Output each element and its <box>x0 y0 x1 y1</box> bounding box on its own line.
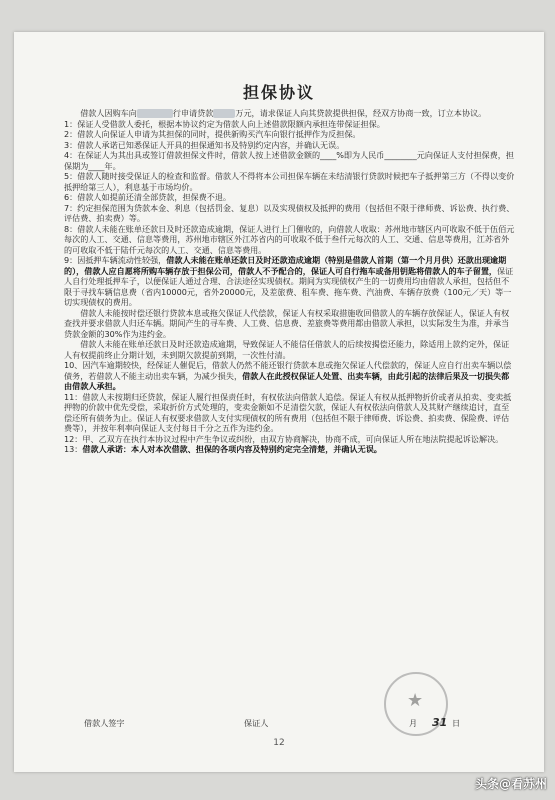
clause-7: 7：约定担保范围为贷款本金、利息（包括罚金、复息）以及实现债权及抵押的费用（包括但不限于律师费、诉讼费、执行费、评估费、拍卖费）等。 <box>64 202 515 223</box>
borrower-signature-label: 借款人签字 <box>84 718 125 728</box>
clause-13 <box>64 444 516 455</box>
document-page <box>14 32 544 772</box>
clause-12: 12：甲、乙双方在执行本协议过程中产生争议或纠纷，由双方协商解决，协商不成，可向保证人所在地法院提起诉讼解决。 <box>64 433 504 444</box>
clause-4: 4：在保证人为其出具或签订借款担保文件时，借款人按上述借款金额的____%即为人民币________元向保证人支付担保费，担保期为____年。 <box>64 150 514 171</box>
clause-9-lead: 9：因抵押车辆流动性较强， <box>64 255 167 265</box>
source-watermark: 头条@看苏州 <box>474 777 547 791</box>
clause-2: 2：借款人向保证人申请为其担保的同时，提供新购买汽车向银行抵押作为反担保。 <box>64 129 361 139</box>
date-day-label: 日 <box>452 718 461 728</box>
date-handwritten-day: 31 <box>432 716 448 729</box>
clause-3: 3：借款人承诺已知悉保证人开具的担保通知书及特别约定内容，并确认无误。 <box>64 139 345 150</box>
intro-paragraph <box>64 108 516 119</box>
clause-5: 5：借款人随时接受保证人的检查和监督。借款人不得将本公司担保车辆在未结清银行贷款时候把车子抵押第三方（不得以变价抵押给第三人），利息基于市场均价。 <box>64 171 515 192</box>
clause-9 <box>64 255 516 308</box>
intro-rest: 行申请贷款 <box>172 108 214 118</box>
clause-6: 6：借款人如提前还清全部贷款，担保费不退。 <box>64 192 232 202</box>
document-body <box>64 108 516 455</box>
clause-13-bold: 借款人承诺：本人对本次借款、担保的各项内容及特别约定完全清楚，并确认无误。 <box>82 444 382 454</box>
seal-star-icon: ★ <box>407 690 424 711</box>
clause-9-tail: 保证人自行处理抵押车子，以便保证人通过合理、合法途径实现债权。期间为实现债权产生的一切费用均由借款人承担，包括但不限于寻找车辆信息费（省内10000元，省外20000元，及差旅费、租车费、拖车费、汽油费、车辆存放费（100元／天）等一切实现债权的费用。 <box>64 265 514 307</box>
signature-row <box>84 718 514 730</box>
document-title: 担保协议 <box>242 83 315 102</box>
clause-10-text: 10、因汽车逾期较快，经保证人催促后，借款人仍然不能还银行贷款本息或拖欠保证人代偿款的，保证人应自行出卖车辆以偿债务，若借款人不能主动出卖车辆，为减少损失， <box>64 360 512 381</box>
paragraph-default-recovery: 借款人未能按时偿还银行贷款本息或拖欠保证人代偿款，保证人有权采取措施收回借款人的车辆存放保证人，保证人有权查找并要求借款人归还车辆。期间产生的寻车费、人工费、信息费、差旅费等费用都由借款人承担，以实际发生为准，并承当贷款金额的30%作为违约金。 <box>64 307 510 339</box>
clause-10 <box>64 360 516 392</box>
intro-tail: 万元，请求保证人向其贷款提供担保，经双方协商一致，订立本协议。 <box>235 108 487 118</box>
date-month-label: 月 <box>409 718 418 728</box>
clause-8: 8：借款人未能在账单还款日及时还款造成逾期，保证人进行上门催收的，向借款人收取：苏州地市辖区内可收取不低于伍佰元每次的人工、交通、信息等费用，苏州地市辖区外江苏省内的可收取不低于叁仟元每次的人工、交通、信息等费用，江苏省外的可收取不低于陆仟元每次的人工、交通、信息等费用。 <box>64 223 515 255</box>
clause-13-lead: 13： <box>64 444 83 454</box>
guarantor-signature-label: 保证人 <box>244 718 269 728</box>
clause-11: 11：借款人未按期归还贷款，保证人履行担保责任时，有权依法向借款人追偿。保证人有权从抵押物折价或者从拍卖、变卖抵押物的价款中优先受偿，采取折价方式处理的，变卖金额如不足清偿欠款，保证人有权依法向借款人及其财产继续追讨，直至偿还所有债务为止。保证人有权要求借款人支付实现债权的所有费用（包括但不限于律师费、诉讼费、拍卖费、保险费、评估费等），并按年利率向保证人支付每日千分之五作为违约金。 <box>64 391 512 433</box>
page-number: 12 <box>273 738 285 748</box>
clause-1: 1：保证人受借款人委托，根据本协议约定为借款人向上述借款限额内承担连带保证担保。 <box>64 118 385 129</box>
clause-9-bold: 借款人未能在账单还款日及时还款造成逾期（特别是借款人首期（第一个月月供）还款出现逾期的），借款人应自愿将所购车辆存放于担保公司，借款人不予配合的，保证人可自行拖车或备用钥匙将借款人的车子留置， <box>64 255 507 276</box>
paragraph-acceleration: 借款人未能在账单还款日及时还款造成逾期，导致保证人不能信任借款人的后续按揭偿还能力，除适用上款约定外，保证人有权提前终止分期计划，未到期欠款提前到期，一次性付清。 <box>64 339 510 360</box>
clause-10-bold: 借款人在此授权保证人处置、出卖车辆，由此引起的法律后果及一切损失都由借款人承担。 <box>64 370 510 391</box>
intro-text: 借款人因购车向 <box>80 108 137 118</box>
